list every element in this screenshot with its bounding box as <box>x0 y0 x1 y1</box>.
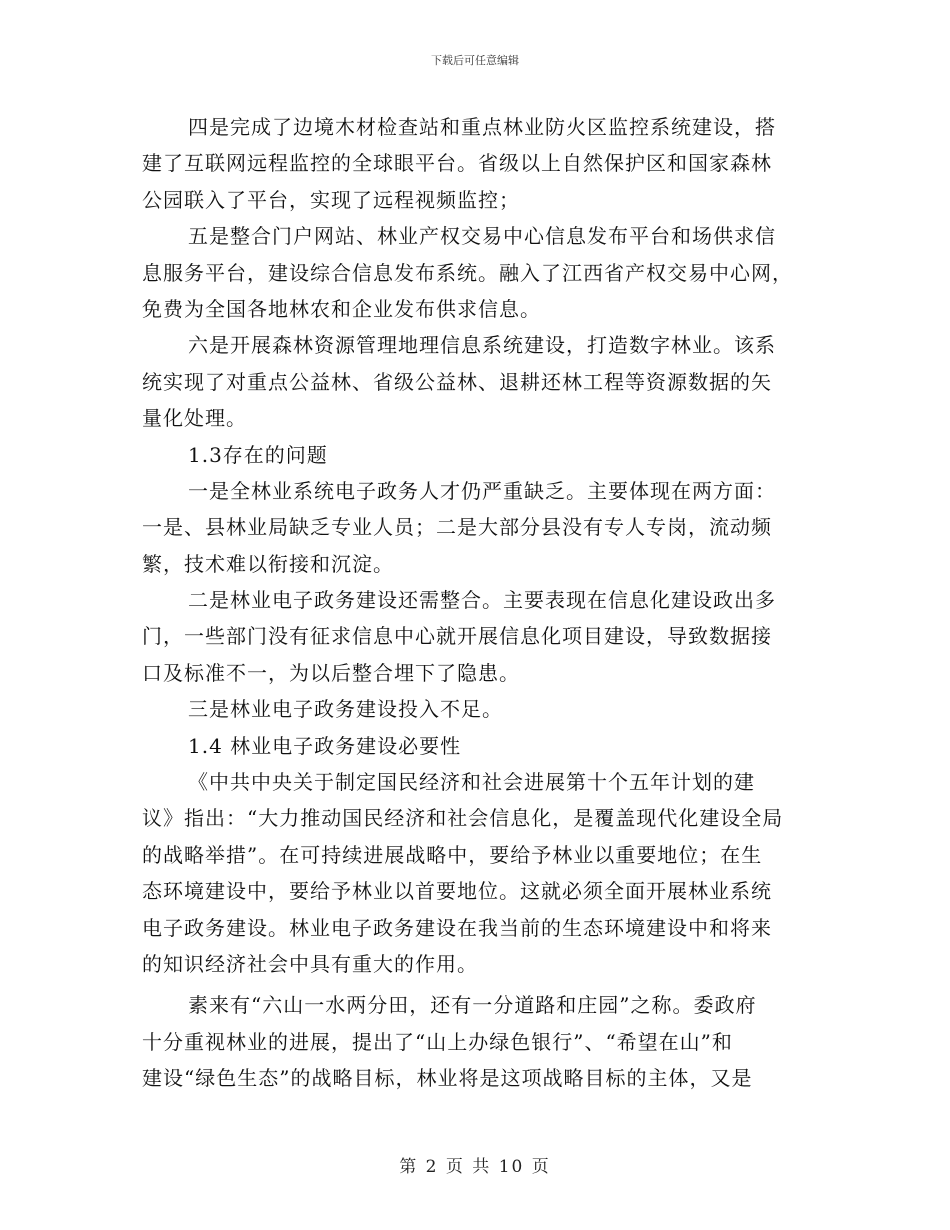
text-line: 一是全林业系统电子政务人才仍严重缺乏。主要体现在两方面： <box>188 478 776 503</box>
text-line: 的知识经济社会中具有重大的作用。 <box>142 951 478 976</box>
text-line: 门，一些部门没有征求信息中心就开展信息化项目建设，导致数据接 <box>142 624 772 649</box>
text-line: 繁，技术难以衔接和沉淀。 <box>142 551 394 576</box>
text-line: 建了互联网远程监控的全球眼平台。省级以上自然保护区和国家森林 <box>142 151 772 176</box>
text-line: 一是、县林业局缺乏专业人员；二是大部分县没有专人专岗，流动频 <box>142 515 772 540</box>
text-line: 口及标准不一，为以后整合埋下了隐患。 <box>142 660 520 685</box>
page-header: 下载后可任意编辑 <box>431 54 519 67</box>
text-line: 的战略举措”。在可持续进展战略中，要给予林业以重要地位；在生 <box>142 842 763 867</box>
text-line: 十分重视林业的进展，提出了“山上办绿色银行”、“希望在山”和 <box>142 1029 733 1054</box>
text-line: 息服务平台，建设综合信息发布系统。融入了江西省产权交易中心网， <box>142 260 793 285</box>
text-line: 1.4 林业电子政务建设必要性 <box>188 733 462 758</box>
text-line: 建设“绿色生态”的战略目标，林业将是这项战略目标的主体，又是 <box>142 1066 753 1091</box>
text-line: 统实现了对重点公益林、省级公益林、退耕还林工程等资源数据的矢 <box>142 369 772 394</box>
text-line: 量化处理。 <box>142 406 247 431</box>
document-body <box>142 109 812 1097</box>
text-line: 三是林业电子政务建设投入不足。 <box>188 697 503 722</box>
text-line: 1.3存在的问题 <box>188 442 328 467</box>
text-line: 《中共中央关于制定国民经济和社会进展第十个五年计划的建 <box>188 770 755 795</box>
page-footer: 第 2 页 共 10 页 <box>399 1157 551 1177</box>
text-line: 四是完成了边境木材检查站和重点林业防火区监控系统建设，搭 <box>188 115 776 139</box>
text-line: 电子政务建设。林业电子政务建设在我当前的生态环境建设中和将来 <box>142 915 772 940</box>
text-line: 态环境建设中，要给予林业以首要地位。这就必须全面开展林业系统 <box>142 879 772 904</box>
text-line: 公园联入了平台，实现了远程视频监控； <box>142 187 520 212</box>
text-line: 议》指出：“大力推动国民经济和社会信息化，是覆盖现代化建设全局 <box>142 806 784 831</box>
text-line: 二是林业电子政务建设还需整合。主要表现在信息化建设政出多 <box>188 588 776 613</box>
text-line: 素来有“六山一水两分田，还有一分道路和庄园”之称。委政府 <box>188 993 757 1018</box>
text-line: 五是整合门户网站、林业产权交易中心信息发布平台和场供求信 <box>188 224 776 249</box>
text-line: 免费为全国各地林农和企业发布供求信息。 <box>142 296 541 321</box>
text-line: 六是开展森林资源管理地理信息系统建设，打造数字林业。该系 <box>188 333 776 358</box>
